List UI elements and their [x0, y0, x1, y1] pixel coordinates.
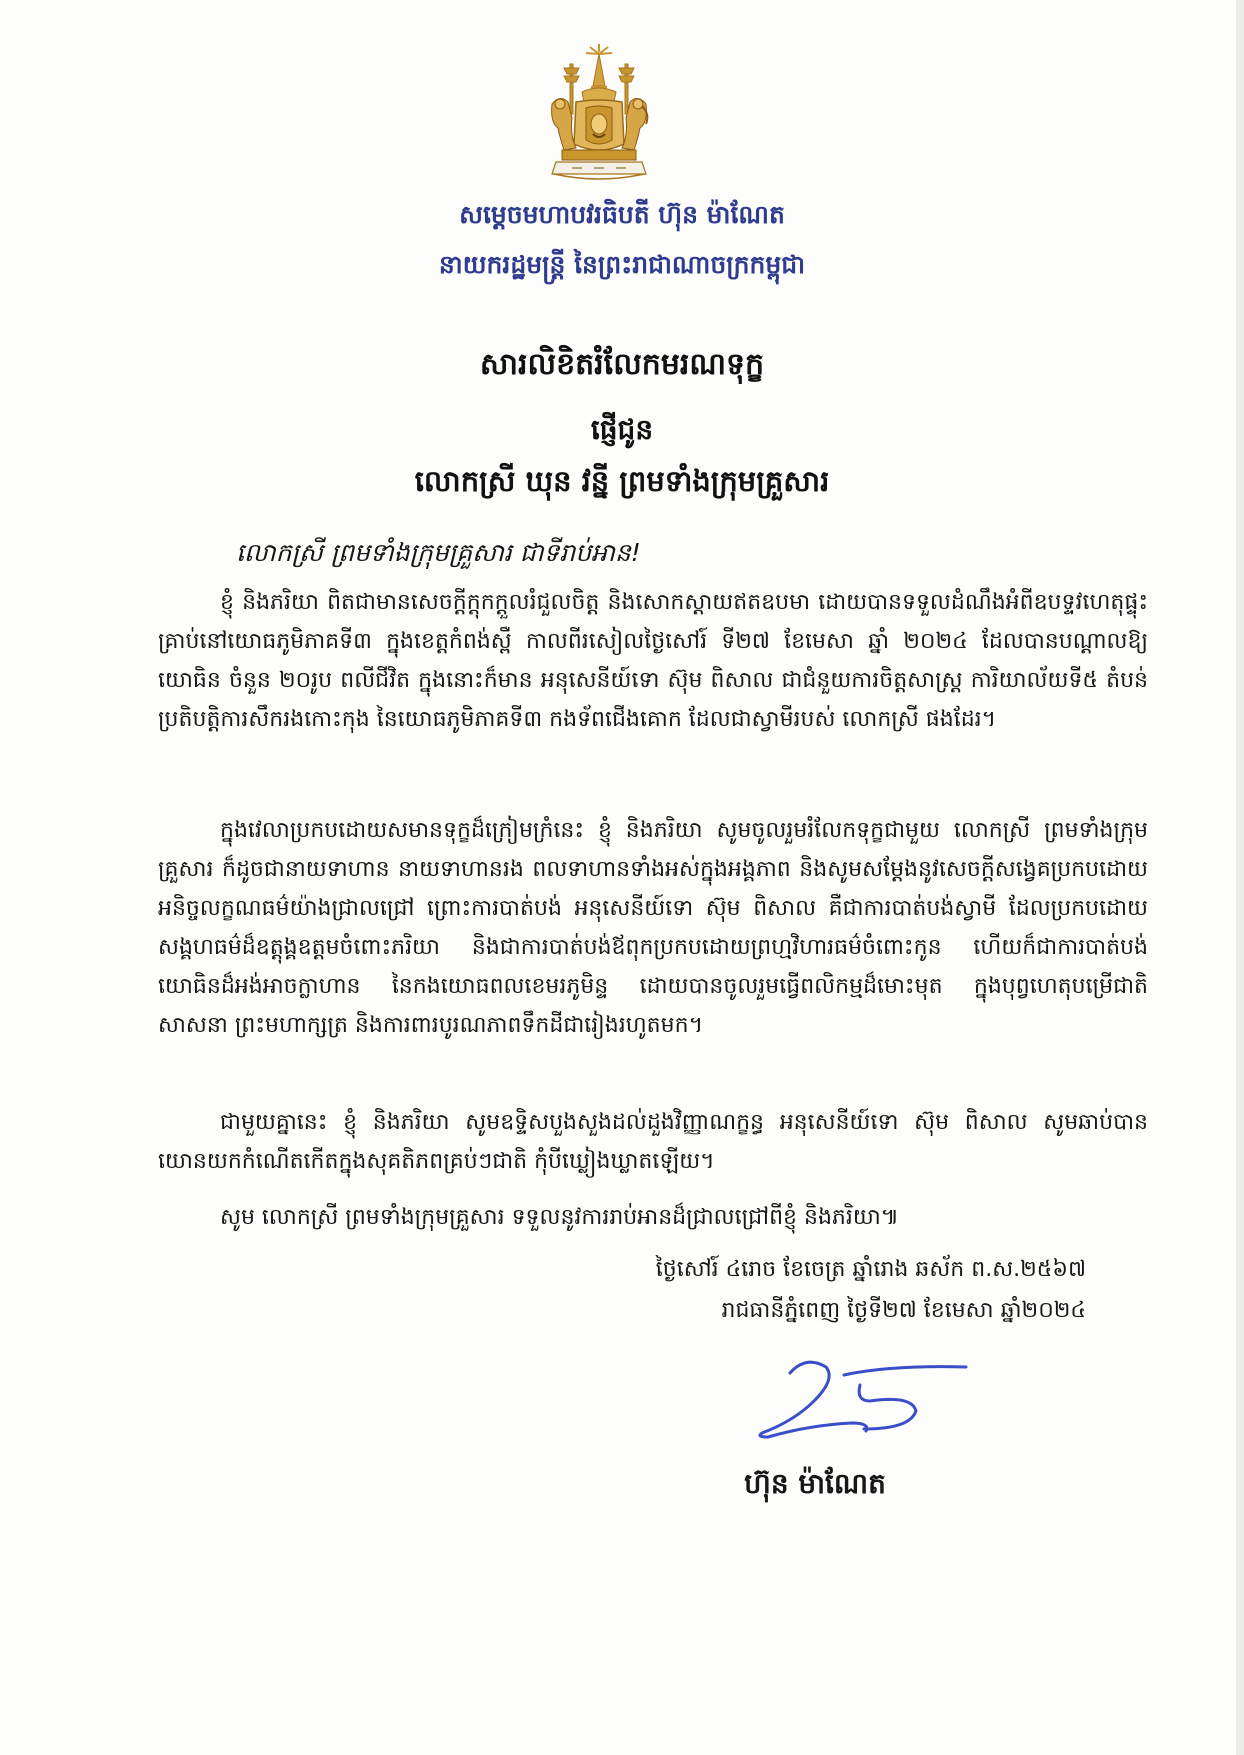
royal-coat-of-arms-emblem	[546, 44, 652, 184]
signatory-name: ហ៊ុន ម៉ាណែត	[744, 1467, 886, 1500]
office-title: សម្តេចមហាបវរធិបតី ហ៊ុន ម៉ាណែត	[459, 200, 785, 229]
sent-to-label: ផ្ញើជូន	[590, 413, 654, 446]
recipient-name: លោកស្រី ឃុន វន្នី ព្រមទាំងក្រុមគ្រួសារ	[414, 464, 830, 498]
letter-title: សារលិខិតរំលែកមរណទុក្ខ	[479, 347, 765, 382]
salutation: លោកស្រី ព្រមទាំងក្រុមគ្រួសារ ជាទីរាប់អាន!	[236, 538, 641, 567]
paragraph-1-text: ខ្ញុំ និងភរិយា ពិតជាមានសេចក្តីក្តុកក្តួលរំជួលចិត្ត និងសោកស្តាយឥតឧបមា ដោយបានទទួលដំណឹងអំពីឧបទ្ទវហេតុផ្ទុះគ្រាប់នៅយោធភូមិភាគទី៣ ក្នុងខេត្តកំពង់ស្ពឺ កាលពីរសៀលថ្ងៃសៅរ៍ ទី២៧ ខែមេសា ឆ្នាំ ២០២៤ ដែលបានបណ្តាលឱ្យយោធិន ចំនួន ២០រូប ពលីជីវិត ក្នុងនោះក៏មាន អនុសេនីយ៍ទោ ស៊ុម ពិសាល ជាជំនួយការចិត្តសាស្ត្រ ការិយាល័យទី៥ តំបន់ប្រតិបត្តិការសឹករងកោះកុង នៃយោធភូមិភាគទី៣ កងទ័ពជើងគោក ដែលជាស្វាមីរបស់ លោកស្រី ផងដែរ។	[158, 590, 1148, 732]
paragraph-2	[158, 811, 1148, 1045]
paragraph-3-text: ជាមួយគ្នានេះ ខ្ញុំ និងភរិយា សូមឧទ្ទិសបួងសួងដល់ដួងវិញ្ញាណក្ខន្ធ អនុសេនីយ៍ទោ ស៊ុម ពិសាល សូមឆាប់បានយោនយកកំណើតកើតក្នុងសុគតិភពគ្រប់ៗជាតិ កុំបីឃ្លៀងឃ្លាតឡើយ។	[158, 1110, 1148, 1174]
solar-date: រាជធានីភ្នំពេញ ថ្ងៃទី២៧ ខែមេសា ឆ្នាំ២០២៤	[721, 1298, 1086, 1323]
office-subtitle: នាយករដ្ឋមន្ត្រី នៃព្រះរាជាណាចក្រកម្ពុជា	[438, 250, 806, 279]
lunar-date: ថ្ងៃសៅរ៍ ៤រោច ខែចេត្រ ឆ្នាំរោង ឆស័ក ព.ស.២៥៦៧	[655, 1257, 1086, 1282]
paragraph-1	[158, 583, 1148, 739]
paragraph-2-text: ក្នុងវេលាប្រកបដោយសមានទុក្ខដ៏ក្រៀមក្រំនេះ ខ្ញុំ និងភរិយា សូមចូលរួមរំលែកទុក្ខជាមួយ លោកស្រី ព្រមទាំងក្រុមគ្រួសារ ក៏ដូចជានាយទាហាន នាយទាហានរង ពលទាហានទាំងអស់ក្នុងអង្គភាព និងសូមសម្តែងនូវសេចក្តីសង្វេគប្រកបដោយអនិច្ចលក្ខណធម៌យ៉ាងជ្រាលជ្រៅ ព្រោះការបាត់បង់ អនុសេនីយ៍ទោ ស៊ុម ពិសាល គឺជាការបាត់បង់ស្វាមី ដែលប្រកបដោយសង្គហធម៌ដ៏ឧត្តុង្គឧត្តមចំពោះភរិយា និងជាការបាត់បង់ឪពុកប្រកបដោយព្រហ្មវិហារធម៌ចំពោះកូន ហើយក៏ជាការបាត់បង់យោធិនដ៏អង់អាចក្លាហាន នៃកងយោធពលខេមរភូមិន្ទ ដោយបានចូលរួមធ្វើពលិកម្មដ៏មោះមុត ក្នុងបុព្វហេតុបម្រើជាតិ សាសនា ព្រះមហាក្សត្រ និងការពារបូរណភាពទឹកដីជារៀងរហូតមក។	[158, 818, 1148, 1038]
closing-line: សូម លោកស្រី ព្រមទាំងក្រុមគ្រួសារ ទទួលនូវការរាប់អានដ៏ជ្រាលជ្រៅពីខ្ញុំ និងភរិយា៕	[220, 1205, 900, 1230]
handwritten-signature	[740, 1345, 990, 1455]
paragraph-3	[158, 1103, 1148, 1181]
